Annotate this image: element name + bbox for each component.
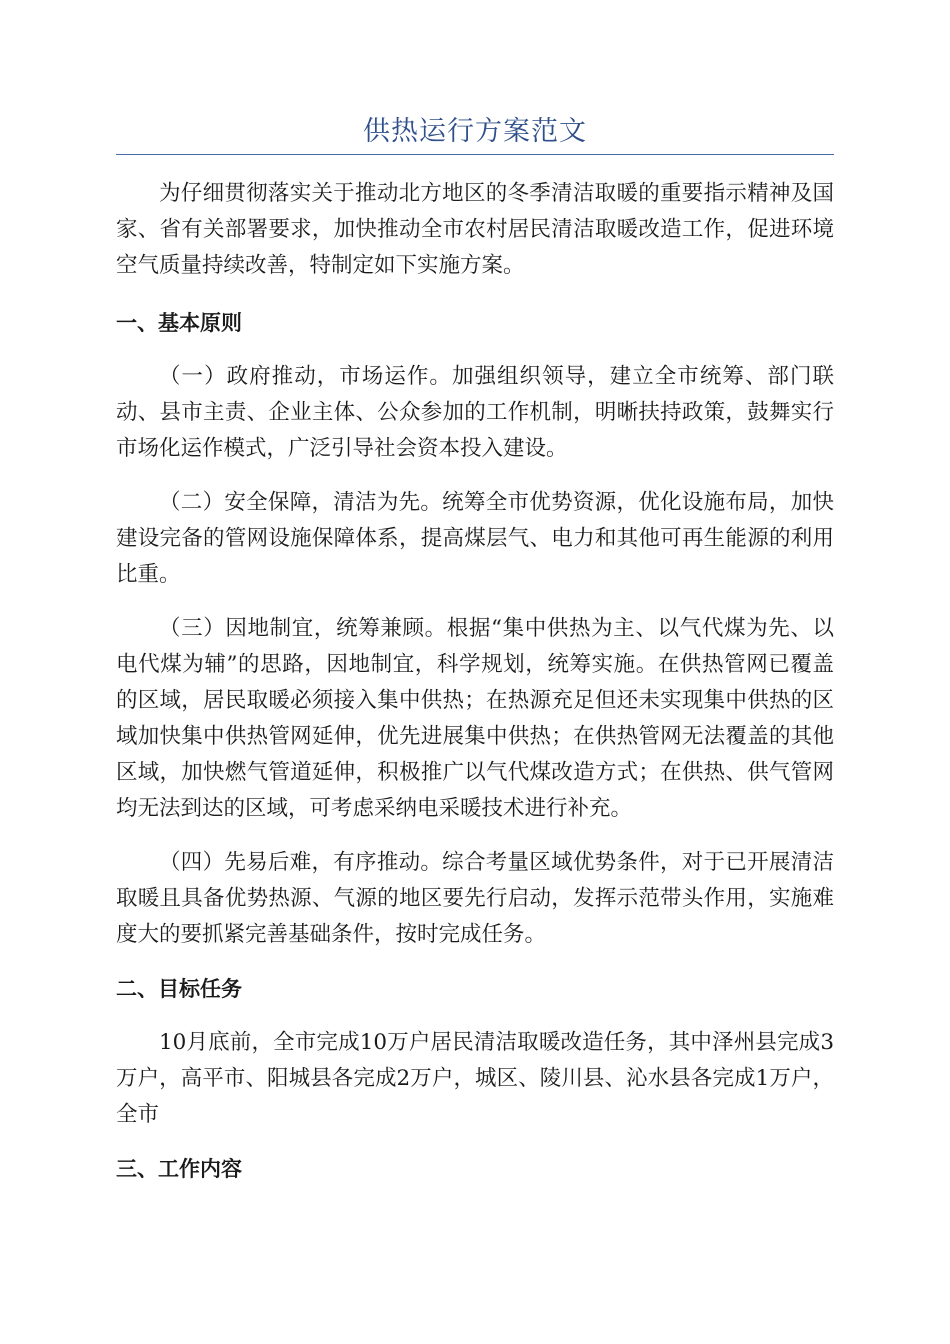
document-page	[116, 112, 834, 1187]
section-heading-work-content: 三、工作内容	[116, 1157, 242, 1181]
section-heading-targets: 二、目标任务	[116, 977, 242, 1001]
principle-paragraph-1: （一）政府推动，市场运作。加强组织领导，建立全市统筹、部门联动、县市主责、企业主体、公众参加的工作机制，明晰扶持政策，鼓舞实行市场化运作模式，广泛引导社会资本投入建设。	[116, 364, 834, 461]
principle-paragraph-2: （二）安全保障，清洁为先。统筹全市优势资源，优化设施布局，加快建设完备的管网设施保障体系，提高煤层气、电力和其他可再生能源的利用比重。	[116, 490, 834, 587]
targets-paragraph: 10月底前，全市完成10万户居民清洁取暖改造任务，其中泽州县完成3万户，高平市、阳城县各完成2万户，城区、陵川县、沁水县各完成1万户，全市	[116, 1030, 834, 1127]
document-title: 供热运行方案范文	[363, 116, 587, 147]
principle-paragraph-3: （三）因地制宜，统筹兼顾。根据“集中供热为主、以气代煤为先、以电代煤为辅”的思路，因地制宜，科学规划，统筹实施。在供热管网已覆盖的区域，居民取暖必须接入集中供热；在热源充足但还未实现集中供热的区域加快集中供热管网延伸，优先进展集中供热；在供热管网无法覆盖的其他区域，加快燃气管道延伸，积极推广以气代煤改造方式；在供热、供气管网均无法到达的区域，可考虑采纳电采暖技术进行补充。	[116, 616, 834, 821]
principle-paragraph-4: （四）先易后难，有序推动。综合考量区域优势条件，对于已开展清洁取暖且具备优势热源、气源的地区要先行启动，发挥示范带头作用，实施难度大的要抓紧完善基础条件，按时完成任务。	[116, 850, 834, 947]
section-heading-principles: 一、基本原则	[116, 311, 242, 335]
intro-paragraph: 为仔细贯彻落实关于推动北方地区的冬季清洁取暖的重要指示精神及国家、省有关部署要求，加快推动全市农村居民清洁取暖改造工作，促进环境空气质量持续改善，特制定如下实施方案。	[116, 181, 834, 278]
title-underline	[116, 154, 834, 155]
